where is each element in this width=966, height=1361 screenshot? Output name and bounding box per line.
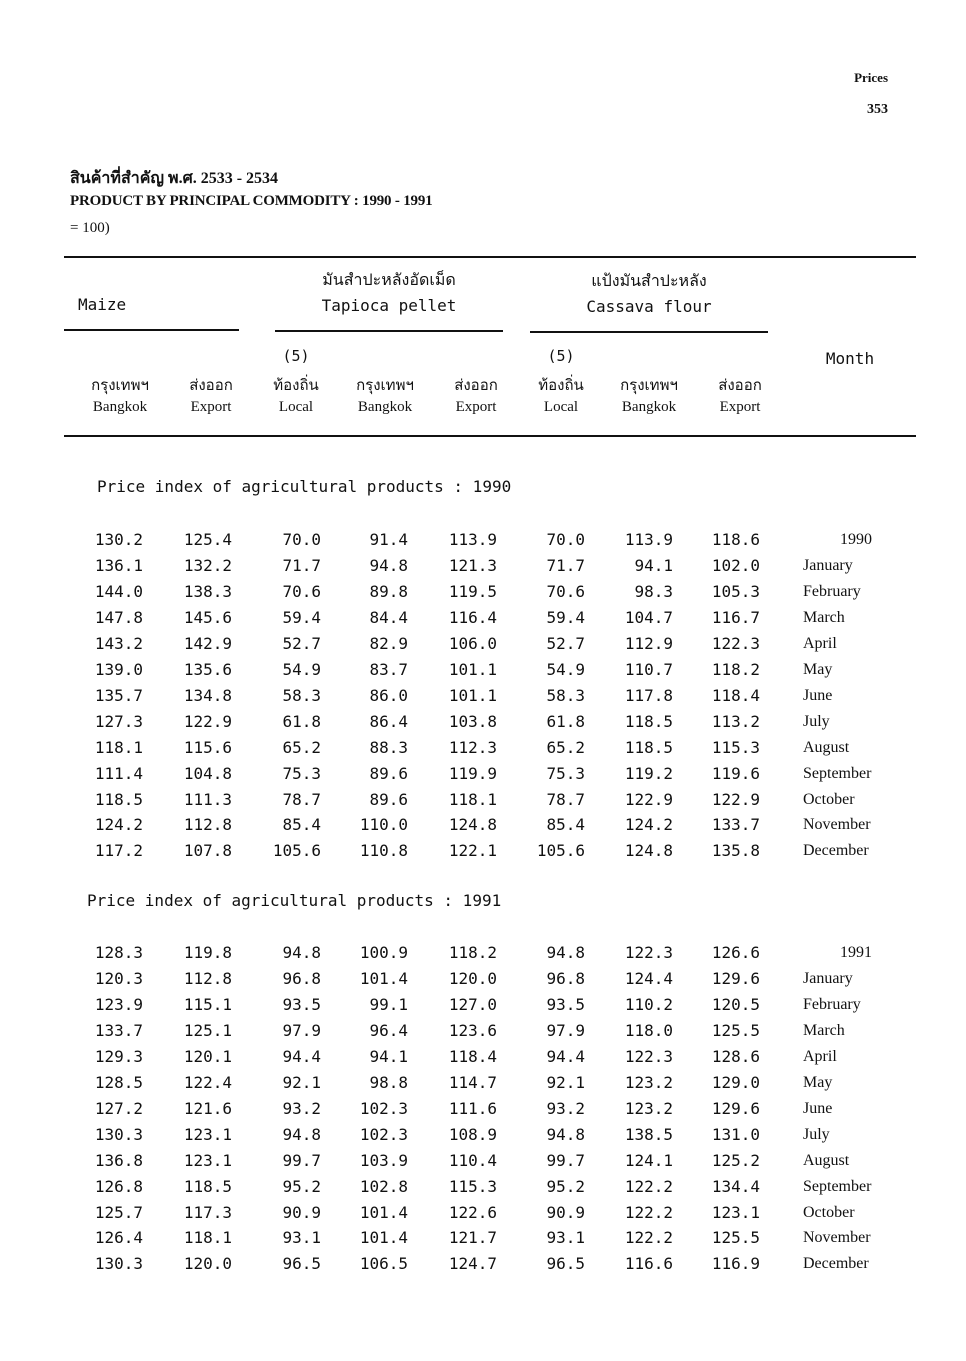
column-header-thai-4: ส่งออก	[454, 378, 498, 394]
table-cell: 96.5	[546, 1254, 585, 1274]
month-label: February	[803, 995, 861, 1013]
table-cell: 118.0	[624, 1020, 673, 1040]
table-cell: 75.3	[546, 763, 585, 783]
table-cell: 95.2	[282, 1176, 321, 1196]
table-cell: 124.1	[624, 1150, 673, 1170]
table-cell: 101.4	[359, 1202, 408, 1222]
table-cell: 118.1	[448, 789, 497, 809]
table-cell: 99.7	[546, 1150, 585, 1170]
column-header-5: Local	[543, 399, 579, 415]
table-cell: 102.0	[711, 555, 760, 575]
table-cell: 70.0	[546, 530, 585, 549]
table-cell: 110.8	[359, 841, 408, 861]
table-cell: 122.6	[448, 1202, 497, 1222]
table-cell: 128.5	[94, 1072, 143, 1092]
table-cell: 105.6	[536, 841, 585, 861]
table-cell: 115.3	[448, 1176, 497, 1196]
table-cell: 122.3	[711, 633, 760, 653]
column-header-thai-0: กรุงเทพฯ	[91, 378, 149, 394]
month-label: September	[803, 1177, 872, 1195]
table-cell: 128.3	[94, 943, 143, 962]
table-cell: 127.0	[448, 994, 497, 1014]
table-cell: 134.4	[711, 1176, 760, 1196]
table-cell: 121.3	[448, 555, 497, 575]
table-cell: 84.4	[369, 607, 408, 627]
table-cell: 121.6	[183, 1098, 232, 1118]
table-cell: 94.8	[282, 1124, 321, 1144]
month-label: April	[803, 634, 837, 652]
table-cell: 113.9	[624, 530, 673, 549]
table-cell: 112.8	[183, 815, 232, 835]
table-cell: 122.9	[624, 789, 673, 809]
table-cell: 65.2	[282, 737, 321, 757]
table-cell: 127.3	[94, 711, 143, 731]
table-cell: 118.5	[624, 737, 673, 757]
table-cell: 94.8	[546, 1124, 585, 1144]
month-label: June	[803, 686, 833, 704]
column-header-3: Bangkok	[357, 399, 413, 415]
table-cell: 94.8	[546, 943, 585, 962]
table-cell: 54.9	[282, 659, 321, 679]
table-cell: 108.9	[448, 1124, 497, 1144]
table-cell: 120.1	[183, 1046, 232, 1066]
column-header-thai-5: ท้องถิ่น	[538, 378, 584, 394]
table-cell: 118.5	[624, 711, 673, 731]
month-label: November	[803, 1229, 871, 1247]
table-cell: 145.6	[183, 607, 232, 627]
table-cell: 90.9	[282, 1202, 321, 1222]
table-cell: 118.1	[183, 1228, 232, 1248]
table-cell: 122.3	[624, 1046, 673, 1066]
table-cell: 122.4	[183, 1072, 232, 1092]
table-cell: 124.2	[94, 815, 143, 835]
table-cell: 135.8	[711, 841, 760, 861]
table-cell: 122.1	[448, 841, 497, 861]
column-header-1: Export	[190, 399, 232, 415]
table-cell: 94.1	[634, 555, 673, 575]
table-cell: 94.8	[369, 555, 408, 575]
table-cell: 124.8	[624, 841, 673, 861]
table-cell: 93.5	[546, 994, 585, 1014]
table-cell: 133.7	[711, 815, 760, 835]
table-cell: 101.4	[359, 968, 408, 988]
table-cell: 117.3	[183, 1202, 232, 1222]
month-label: June	[803, 1099, 833, 1117]
table-cell: 113.9	[448, 530, 497, 549]
table-cell: 129.6	[711, 1098, 760, 1118]
table-cell: 112.9	[624, 633, 673, 653]
table-cell: 112.3	[448, 737, 497, 757]
table-cell: 118.2	[448, 943, 497, 962]
table-cell: 116.9	[711, 1254, 760, 1274]
table-cell: 121.7	[448, 1228, 497, 1248]
page-number: 353	[867, 102, 888, 117]
table-cell: 107.8	[183, 841, 232, 861]
table-cell: 58.3	[546, 685, 585, 705]
table-cell: 122.2	[624, 1202, 673, 1222]
column-note-2: (5)	[282, 347, 310, 365]
table-cell: 97.9	[282, 1020, 321, 1040]
table-cell: 115.6	[183, 737, 232, 757]
month-label: October	[803, 790, 855, 808]
month-label: January	[803, 969, 853, 987]
table-cell: 82.9	[369, 633, 408, 653]
month-label: February	[803, 582, 861, 600]
section-title-1990: Price index of agricultural products : 1990	[97, 477, 512, 496]
table-cell: 94.4	[282, 1046, 321, 1066]
table-cell: 123.6	[448, 1020, 497, 1040]
table-cell: 61.8	[282, 711, 321, 731]
table-cell: 119.5	[448, 581, 497, 601]
table-cell: 144.0	[94, 581, 143, 601]
table-cell: 124.2	[624, 815, 673, 835]
table-cell: 99.7	[282, 1150, 321, 1170]
table-cell: 123.1	[183, 1124, 232, 1144]
table-cell: 124.8	[448, 815, 497, 835]
table-cell: 89.6	[369, 789, 408, 809]
column-header-thai-3: กรุงเทพฯ	[356, 378, 414, 394]
table-cell: 94.4	[546, 1046, 585, 1066]
month-label: April	[803, 1047, 837, 1065]
table-cell: 88.3	[369, 737, 408, 757]
table-cell: 117.8	[624, 685, 673, 705]
table-cell: 119.2	[624, 763, 673, 783]
table-cell: 91.4	[369, 530, 408, 549]
table-cell: 103.9	[359, 1150, 408, 1170]
table-cell: 136.8	[94, 1150, 143, 1170]
table-cell: 93.5	[282, 994, 321, 1014]
table-cell: 118.6	[711, 530, 760, 549]
table-cell: 118.4	[711, 685, 760, 705]
table-cell: 92.1	[546, 1072, 585, 1092]
column-header-2: Local	[278, 399, 314, 415]
month-label: August	[803, 738, 850, 756]
year-label: 1990	[840, 531, 872, 548]
table-cell: 115.1	[183, 994, 232, 1014]
group-rule-maize	[64, 329, 239, 331]
table-title-thai: สินค้าที่สำคัญ พ.ศ. 2533 - 2534	[70, 170, 279, 187]
table-cell: 111.3	[183, 789, 232, 809]
group-rule-cassava	[530, 331, 768, 333]
table-cell: 86.4	[369, 711, 408, 731]
table-cell: 95.2	[546, 1176, 585, 1196]
table-cell: 120.5	[711, 994, 760, 1014]
table-cell: 78.7	[546, 789, 585, 809]
table-cell: 78.7	[282, 789, 321, 809]
table-cell: 61.8	[546, 711, 585, 731]
table-cell: 99.1	[369, 994, 408, 1014]
table-cell: 94.8	[282, 943, 321, 962]
table-cell: 120.3	[94, 968, 143, 988]
table-cell: 132.2	[183, 555, 232, 575]
month-label: January	[803, 556, 853, 574]
table-cell: 118.2	[711, 659, 760, 679]
table-cell: 123.1	[711, 1202, 760, 1222]
table-cell: 70.6	[282, 581, 321, 601]
table-cell: 124.7	[448, 1254, 497, 1274]
table-cell: 123.9	[94, 994, 143, 1014]
table-cell: 147.8	[94, 607, 143, 627]
table-cell: 59.4	[282, 607, 321, 627]
table-cell: 126.8	[94, 1176, 143, 1196]
group-header-maize: Maize	[78, 295, 127, 314]
table-cell: 123.2	[624, 1098, 673, 1118]
group-header-tapioca: Tapioca pellet	[321, 296, 457, 315]
column-header-month: Month	[825, 349, 875, 368]
table-cell: 110.0	[359, 815, 408, 835]
table-cell: 142.9	[183, 633, 232, 653]
table-cell: 117.2	[94, 841, 143, 861]
table-cell: 96.8	[282, 968, 321, 988]
table-cell: 130.3	[94, 1124, 143, 1144]
table-cell: 125.5	[711, 1228, 760, 1248]
table-cell: 126.6	[711, 943, 760, 962]
table-cell: 120.0	[183, 1254, 232, 1274]
table-cell: 116.6	[624, 1254, 673, 1274]
table-cell: 120.0	[448, 968, 497, 988]
running-head: Prices	[854, 70, 888, 85]
table-cell: 118.4	[448, 1046, 497, 1066]
table-title-english: PRODUCT BY PRINCIPAL COMMODITY : 1990 - 1991	[70, 193, 433, 209]
table-cell: 113.2	[711, 711, 760, 731]
month-label: March	[803, 608, 845, 626]
month-label: March	[803, 1021, 845, 1039]
table-cell: 129.6	[711, 968, 760, 988]
table-cell: 59.4	[546, 607, 585, 627]
table-cell: 102.3	[359, 1098, 408, 1118]
table-cell: 135.6	[183, 659, 232, 679]
month-label: September	[803, 764, 872, 782]
table-cell: 118.5	[94, 789, 143, 809]
table-cell: 110.7	[624, 659, 673, 679]
table-cell: 110.2	[624, 994, 673, 1014]
table-cell: 93.1	[282, 1228, 321, 1248]
table-cell: 116.7	[711, 607, 760, 627]
table-cell: 93.2	[282, 1098, 321, 1118]
table-cell: 116.4	[448, 607, 497, 627]
table-cell: 71.7	[546, 555, 585, 575]
table-cell: 71.7	[282, 555, 321, 575]
table-cell: 114.7	[448, 1072, 497, 1092]
table-cell: 103.8	[448, 711, 497, 731]
table-cell: 119.8	[183, 943, 232, 962]
table-cell: 138.5	[624, 1124, 673, 1144]
table-cell: 92.1	[282, 1072, 321, 1092]
table-cell: 134.8	[183, 685, 232, 705]
table-cell: 122.9	[711, 789, 760, 809]
column-note-5: (5)	[547, 347, 575, 365]
table-cell: 115.3	[711, 737, 760, 757]
table-cell: 83.7	[369, 659, 408, 679]
table-cell: 94.1	[369, 1046, 408, 1066]
table-cell: 130.3	[94, 1254, 143, 1274]
table-cell: 139.0	[94, 659, 143, 679]
table-cell: 65.2	[546, 737, 585, 757]
table-cell: 138.3	[183, 581, 232, 601]
table-base-note: = 100)	[70, 220, 110, 236]
header-bottom-rule	[64, 435, 916, 437]
table-cell: 128.6	[711, 1046, 760, 1066]
table-cell: 97.9	[546, 1020, 585, 1040]
table-cell: 106.5	[359, 1254, 408, 1274]
table-cell: 130.2	[94, 530, 143, 549]
group-header-tapioca-thai: มันสำปะหลังอัดเม็ด	[322, 272, 456, 289]
table-cell: 123.2	[624, 1072, 673, 1092]
table-cell: 101.1	[448, 685, 497, 705]
table-cell: 58.3	[282, 685, 321, 705]
month-label: August	[803, 1151, 850, 1169]
table-cell: 111.6	[448, 1098, 497, 1118]
table-cell: 52.7	[546, 633, 585, 653]
column-header-4: Export	[455, 399, 497, 415]
table-cell: 135.7	[94, 685, 143, 705]
table-cell: 122.9	[183, 711, 232, 731]
table-cell: 70.6	[546, 581, 585, 601]
group-rule-tapioca	[275, 330, 503, 332]
table-cell: 96.8	[546, 968, 585, 988]
table-cell: 124.4	[624, 968, 673, 988]
table-cell: 102.3	[359, 1124, 408, 1144]
table-cell: 52.7	[282, 633, 321, 653]
table-cell: 118.1	[94, 737, 143, 757]
table-cell: 100.9	[359, 943, 408, 962]
month-label: July	[803, 712, 830, 730]
table-cell: 104.8	[183, 763, 232, 783]
table-top-rule	[64, 256, 916, 258]
month-label: May	[803, 1073, 833, 1091]
table-cell: 125.4	[183, 530, 232, 549]
table-cell: 96.4	[369, 1020, 408, 1040]
table-cell: 54.9	[546, 659, 585, 679]
month-label: May	[803, 660, 833, 678]
section-title-1991: Price index of agricultural products : 1991	[87, 891, 502, 910]
table-cell: 125.2	[711, 1150, 760, 1170]
table-cell: 106.0	[448, 633, 497, 653]
table-cell: 123.1	[183, 1150, 232, 1170]
table-cell: 126.4	[94, 1228, 143, 1248]
table-cell: 129.0	[711, 1072, 760, 1092]
table-cell: 89.6	[369, 763, 408, 783]
table-cell: 143.2	[94, 633, 143, 653]
table-cell: 93.1	[546, 1228, 585, 1248]
column-header-thai-1: ส่งออก	[189, 378, 233, 394]
table-cell: 85.4	[282, 815, 321, 835]
table-cell: 104.7	[624, 607, 673, 627]
table-cell: 105.6	[272, 841, 321, 861]
table-cell: 129.3	[94, 1046, 143, 1066]
table-cell: 133.7	[94, 1020, 143, 1040]
table-cell: 98.8	[369, 1072, 408, 1092]
month-label: October	[803, 1203, 855, 1221]
table-cell: 105.3	[711, 581, 760, 601]
month-label: December	[803, 1255, 869, 1273]
column-header-6: Bangkok	[621, 399, 677, 415]
month-label: November	[803, 816, 871, 834]
table-cell: 111.4	[94, 763, 143, 783]
month-label: July	[803, 1125, 830, 1143]
table-cell: 85.4	[546, 815, 585, 835]
table-cell: 112.8	[183, 968, 232, 988]
table-cell: 122.3	[624, 943, 673, 962]
column-header-thai-7: ส่งออก	[718, 378, 762, 394]
table-cell: 102.8	[359, 1176, 408, 1196]
month-label: December	[803, 842, 869, 860]
table-cell: 70.0	[282, 530, 321, 549]
table-cell: 125.7	[94, 1202, 143, 1222]
table-cell: 122.2	[624, 1228, 673, 1248]
table-cell: 131.0	[711, 1124, 760, 1144]
column-header-7: Export	[719, 399, 761, 415]
column-header-thai-6: กรุงเทพฯ	[620, 378, 678, 394]
table-cell: 101.4	[359, 1228, 408, 1248]
table-cell: 118.5	[183, 1176, 232, 1196]
column-header-thai-2: ท้องถิ่น	[273, 378, 319, 394]
table-cell: 90.9	[546, 1202, 585, 1222]
group-header-cassava: Cassava flour	[586, 297, 712, 316]
table-cell: 101.1	[448, 659, 497, 679]
table-cell: 98.3	[634, 581, 673, 601]
column-header-0: Bangkok	[92, 399, 148, 415]
table-cell: 119.9	[448, 763, 497, 783]
table-cell: 125.5	[711, 1020, 760, 1040]
table-cell: 125.1	[183, 1020, 232, 1040]
table-cell: 86.0	[369, 685, 408, 705]
table-cell: 122.2	[624, 1176, 673, 1196]
table-cell: 119.6	[711, 763, 760, 783]
table-cell: 136.1	[94, 555, 143, 575]
table-cell: 110.4	[448, 1150, 497, 1170]
table-cell: 93.2	[546, 1098, 585, 1118]
table-cell: 89.8	[369, 581, 408, 601]
table-cell: 75.3	[282, 763, 321, 783]
table-cell: 96.5	[282, 1254, 321, 1274]
group-header-cassava-thai: แป้งมันสำปะหลัง	[591, 273, 707, 290]
year-label: 1991	[840, 944, 872, 961]
table-cell: 127.2	[94, 1098, 143, 1118]
